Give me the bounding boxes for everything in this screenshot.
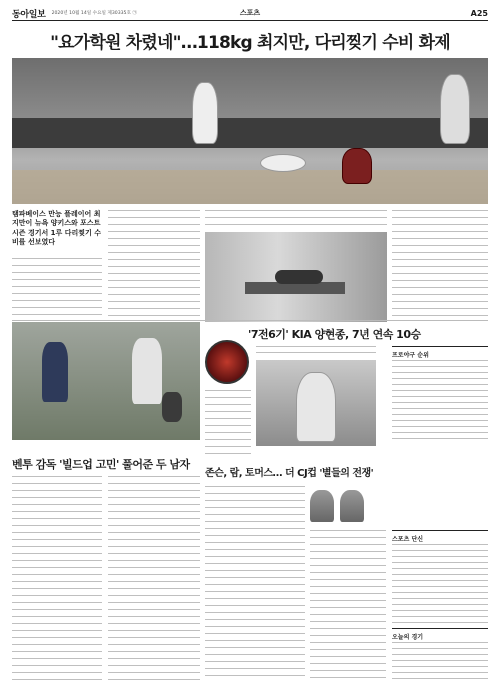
masthead: 동아일보 bbox=[12, 9, 46, 20]
team-emblem bbox=[205, 340, 249, 384]
batter-figure bbox=[440, 74, 470, 144]
stretch-photo bbox=[205, 232, 387, 322]
soccer-player-b bbox=[132, 338, 162, 404]
runner-figure bbox=[192, 82, 218, 144]
kia-body-col1 bbox=[205, 390, 251, 454]
header-rule bbox=[12, 20, 488, 21]
golfer-portrait-1 bbox=[310, 490, 334, 522]
soccer-player-c bbox=[162, 392, 182, 422]
story-body-col2 bbox=[108, 210, 200, 318]
pitcher-photo bbox=[256, 360, 376, 446]
page-number: A25 bbox=[470, 8, 488, 18]
soccer-body-col2 bbox=[108, 476, 200, 681]
story-lead: 탬파베이스 만능 플레이어 최지만이 뉴욕 양키스와 포스트시즌 경기서 1루 다리찢기 수비를 선보였다 bbox=[12, 210, 102, 247]
briefs-title: 스포츠 단신 bbox=[392, 536, 424, 543]
golf-body-col1 bbox=[205, 486, 305, 566]
soccer-player-a bbox=[42, 342, 68, 402]
soccer-photo bbox=[12, 322, 200, 440]
sliding-fielder-figure bbox=[260, 154, 306, 172]
story-body-col3 bbox=[205, 210, 387, 228]
standings-title: 프로야구 순위 bbox=[392, 352, 429, 359]
soccer-body-col1 bbox=[12, 476, 102, 681]
section-divider bbox=[12, 320, 488, 321]
briefs-body bbox=[392, 544, 488, 624]
kia-headline: '7전6기' KIA 양현종, 7년 연속 10승 bbox=[248, 328, 421, 341]
main-photo bbox=[12, 58, 488, 204]
golf-body-col2 bbox=[205, 570, 305, 680]
today-games-box bbox=[392, 628, 488, 629]
standings-box bbox=[392, 346, 488, 347]
today-games-body bbox=[392, 642, 488, 680]
top-bar bbox=[12, 6, 488, 20]
first-baseman-figure bbox=[342, 148, 372, 184]
kia-intro bbox=[256, 346, 376, 358]
infield-dirt bbox=[12, 170, 488, 204]
outfield-wall bbox=[12, 118, 488, 148]
story-body-col4 bbox=[392, 210, 488, 318]
story-body-col1 bbox=[12, 258, 102, 318]
pitcher-figure bbox=[296, 372, 336, 442]
golf-headline: 존슨, 람, 토머스… 더 CJ컵 '별들의 전쟁' bbox=[205, 468, 374, 479]
today-games-title: 오늘의 경기 bbox=[392, 634, 424, 641]
briefs-box bbox=[392, 530, 488, 531]
standings-table bbox=[392, 360, 488, 440]
golfer-portrait-2 bbox=[340, 490, 364, 522]
stretching-player bbox=[275, 270, 323, 284]
golfer-portraits bbox=[310, 490, 364, 522]
section-label: 스포츠 bbox=[239, 9, 261, 17]
soccer-headline: 벤투 감독 '빌드업 고민' 풀어준 두 남자 bbox=[12, 458, 190, 471]
main-headline: "요가학원 차렸네"…118kg 최지만, 다리찢기 수비 화제 bbox=[50, 33, 450, 53]
golf-body-col3 bbox=[310, 530, 386, 680]
issue-info: 2020년 10월 14일 수요일 제30335호 ㉠ bbox=[51, 11, 137, 16]
